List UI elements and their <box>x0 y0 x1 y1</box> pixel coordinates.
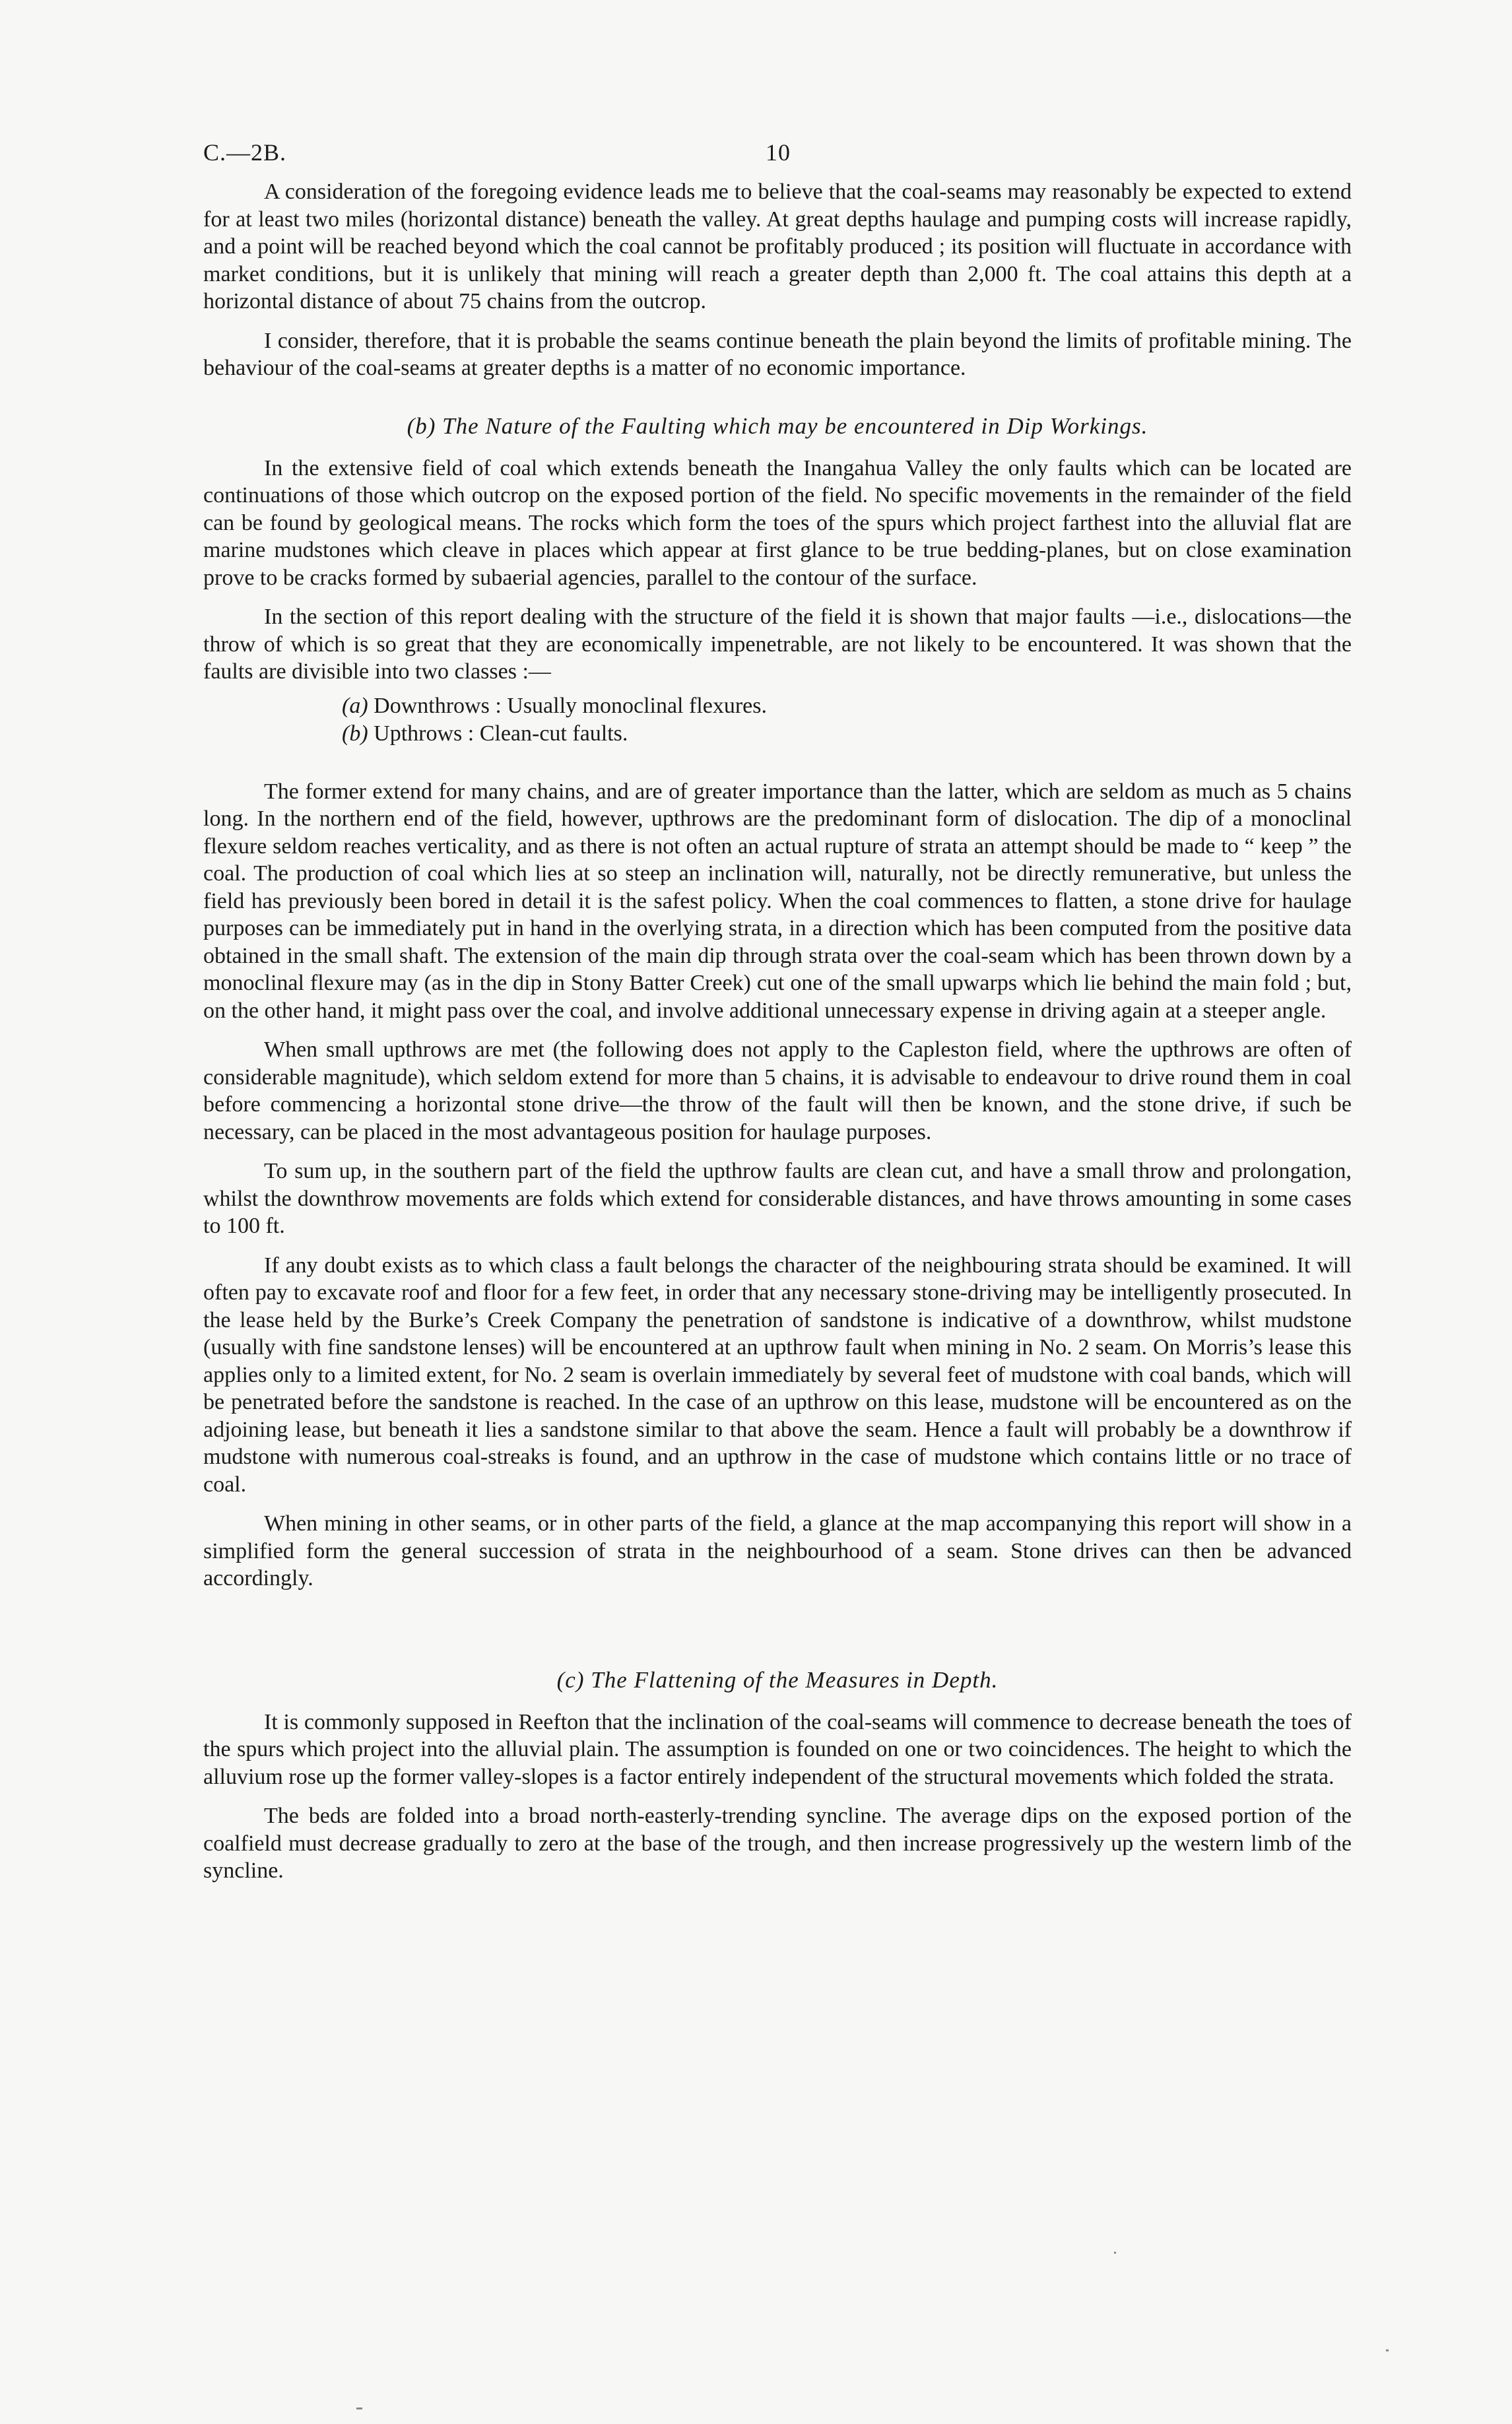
list-item-text: Upthrows : Clean-cut faults. <box>374 721 628 746</box>
list-item-text: Downthrows : Usually monoclinal flexures. <box>374 693 768 718</box>
paragraph: It is commonly supposed in Reefton that the inclination of the coal-seams will commence to decrease beneath the toes of the spurs which project into the alluvial plain. The assumption is founded on one or two coincidences. The height to which the alluvium rose up the former valley-slopes is a factor entirely independent of the structural movements which folded the strata. <box>203 1709 1352 1789</box>
list-item-label: (b) <box>342 721 368 746</box>
paragraph: In the extensive field of coal which extends beneath the Inangahua Valley the only faults which can be located are continuations of those which outcrop on the exposed portion of the field. No specific movements in the remainder of the field can be found by geological means. The rocks which form the toes of the spurs which project farthest into the alluvial flat are marine mudstones which cleave in places which appear at first glance to be true bedding-planes, but on close examination prove to be cracks formed by subaerial agencies, parallel to the contour of the surface. <box>203 455 1352 590</box>
paragraph: To sum up, in the southern part of the field the upthrow faults are clean cut, and have a small throw and prolongation, whilst the downthrow movements are folds which extend for considerable distances, and have throws amounting in some cases to 100 ft. <box>203 1159 1352 1238</box>
paragraph: The beds are folded into a broad north-easterly-trending syncline. The average dips on the exposed portion of the coalfield must decrease gradually to zero at the base of the trough, and then increase progressively up the western limb of the syncline. <box>203 1804 1352 1883</box>
list-item <box>342 720 1352 748</box>
scan-speck <box>356 2408 362 2409</box>
running-header <box>203 139 1352 178</box>
scan-speck <box>1114 2252 1116 2254</box>
paragraph: The former extend for many chains, and are of greater importance than the latter, which are seldom as much as 5 chains long. In the northern end of the field, however, upthrows are the predominant form of dislocation. The dip of a monoclinal flexure seldom reaches verticality, and as there is not often an actual rupture of strata an attempt should be made to “ keep ” the coal. The production of coal which lies at so steep an inclination will, naturally, not be directly remunerative, but unless the field has previously been bored in detail it is the safest policy. When the coal commences to flatten, a stone drive for haulage purposes can be immediately put in hand in the overlying strata, in a direction which has been computed from the positive data obtained in the small shaft. The extension of the main dip through strata over the coal-seam which has been thrown down by a monoclinal flexure may (as in the dip in Stony Batter Creek) cut one of the small upwarps which lie behind the main fold ; but, on the other hand, it might pass over the coal, and involve additional unnecessary expense in driving again at a steeper angle. <box>203 779 1352 1023</box>
list-item <box>342 692 1352 720</box>
section-heading-b: (b) The Nature of the Faulting which may be encountered in Dip Workings. <box>407 412 1148 439</box>
fault-class-list <box>342 692 1352 748</box>
paragraph: When mining in other seams, or in other parts of the field, a glance at the map accompanying this report will show in a simplified form the general succession of strata in the neighbourhood of a seam. Stone drives can then be advanced accordingly. <box>203 1511 1352 1590</box>
paragraph: In the section of this report dealing with the structure of the field it is shown that major faults —i.e., dislocations—the throw of which is so great that they are economically impenetrable, are not likely to be encountered. It was shown that the faults are divisible into two classes :— <box>203 605 1352 684</box>
list-item-label: (a) <box>342 693 368 718</box>
paragraph: If any doubt exists as to which class a fault belongs the character of the neighbouring strata should be examined. It will often pay to excavate roof and floor for a few feet, in order that any necessary stone-driving may be intelligently prosecuted. In the lease held by the Burke’s Creek Company the penetration of sandstone is indicative of a downthrow, whilst mudstone (usually with fine sandstone lenses) will be encountered at an upthrow fault when mining in No. 2 seam. On Morris’s lease this applies only to a limited extent, for No. 2 seam is overlain immediately by several feet of mudstone with coal bands, which will be penetrated before the sandstone is reached. In the case of an upthrow on this lease, mudstone will be encountered as on the adjoining lease, but beneath it lies a sandstone similar to that above the seam. Hence a fault will probably be a downthrow if mudstone with numerous coal-streaks is found, and an upthrow in the case of mudstone which contains little or no trace of coal. <box>203 1253 1352 1497</box>
page-number: 10 <box>766 139 791 166</box>
document-code: C.—2B. <box>203 139 287 166</box>
paragraph: A consideration of the foregoing evidence leads me to believe that the coal-seams may reasonably be expected to extend for at least two miles (horizontal distance) beneath the valley. At great depths haulage and pumping costs will increase rapidly, and a point will be reached beyond which the coal cannot be profitably produced ; its position will fluctuate in accordance with market conditions, but it is unlikely that mining will reach a greater depth than 2,000 ft. The coal attains this depth at a horizontal distance of about 75 chains from the outcrop. <box>203 180 1352 313</box>
document-page <box>203 139 1352 1897</box>
paragraph: When small upthrows are met (the following does not apply to the Capleston field, where the upthrows are often of considerable magnitude), which seldom extend for more than 5 chains, it is advisable to endeavour to drive round them in coal before commencing a horizontal stone drive—the throw of the fault will then be known, and the stone drive, if such be necessary, can be placed in the most advantageous position for haulage purposes. <box>203 1037 1352 1144</box>
section-heading-c: (c) The Flattening of the Measures in Depth. <box>556 1666 999 1693</box>
paragraph: I consider, therefore, that it is probable the seams continue beneath the plain beyond the limits of profitable mining. The behaviour of the coal-seams at greater depths is a matter of no economic importance. <box>203 328 1352 380</box>
scan-speck <box>1386 2349 1389 2351</box>
